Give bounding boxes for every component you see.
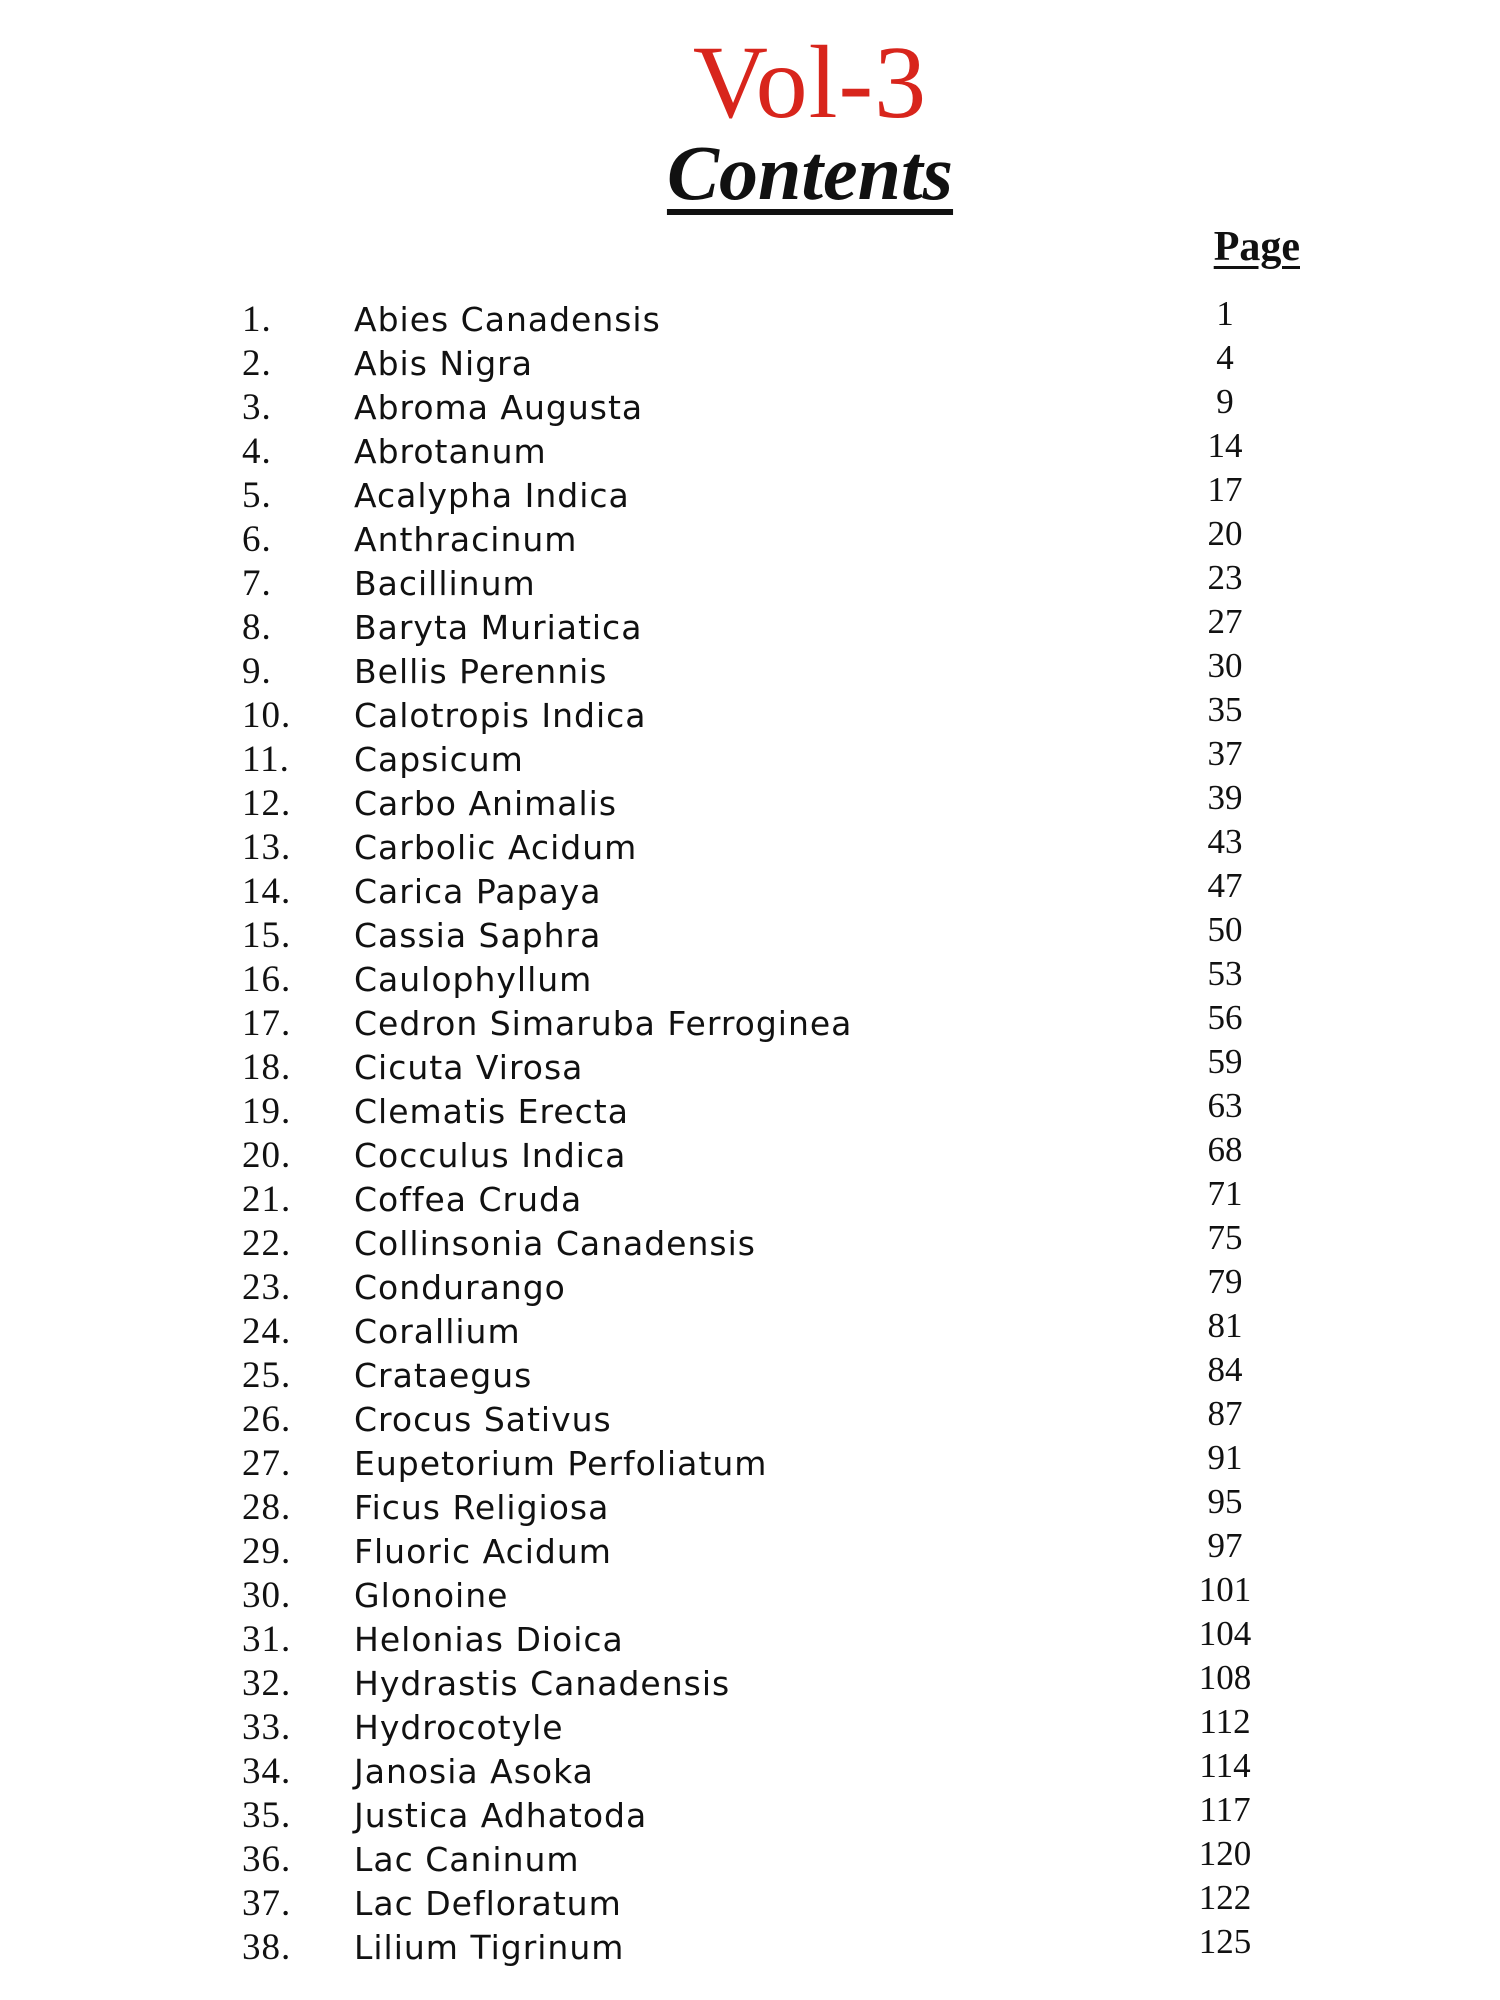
toc-entry-page: 56 — [1207, 998, 1243, 1037]
toc-entry-number: 33. — [242, 1707, 292, 1748]
toc-entry-page: 1 — [1216, 294, 1234, 333]
toc-entry — [0, 1658, 1500, 1706]
toc-entry-page: 125 — [1198, 1922, 1252, 1961]
toc-entry-number: 25. — [242, 1355, 292, 1396]
toc-entry-number: 20. — [242, 1135, 292, 1176]
toc-entry-number: 15. — [242, 915, 292, 956]
toc-entry-name: Acalypha Indica — [354, 476, 630, 515]
table-of-contents — [0, 294, 1500, 1970]
toc-entry-name: Carbolic Acidum — [354, 828, 638, 867]
toc-entry-name: Anthracinum — [354, 520, 578, 559]
toc-entry-page: 39 — [1207, 778, 1243, 817]
toc-entry-name: Bacillinum — [354, 564, 536, 603]
toc-entry-page: 84 — [1207, 1350, 1243, 1389]
toc-entry-name: Crataegus — [354, 1356, 533, 1395]
toc-entry-name: Bellis Perennis — [354, 652, 608, 691]
toc-entry-name: Abrotanum — [354, 432, 547, 471]
toc-entry-name: Condurango — [354, 1268, 566, 1307]
toc-entry-page: 17 — [1207, 470, 1243, 509]
volume-title: Vol-3 — [692, 25, 928, 140]
toc-entry-number: 19. — [242, 1091, 292, 1132]
toc-entry-page: 27 — [1207, 602, 1243, 641]
toc-entry-name: Lac Defloratum — [354, 1884, 622, 1923]
toc-entry-name: Janosia Asoka — [354, 1752, 594, 1791]
contents-heading — [0, 128, 1500, 218]
toc-entry-page: 108 — [1198, 1658, 1252, 1697]
toc-entry — [0, 1878, 1500, 1926]
toc-entry-number: 17. — [242, 1003, 292, 1044]
toc-entry-number: 12. — [242, 783, 292, 824]
toc-entry — [0, 1218, 1500, 1266]
toc-entry-name: Lilium Tigrinum — [354, 1928, 625, 1967]
toc-entry — [0, 1438, 1500, 1486]
toc-entry — [0, 734, 1500, 782]
toc-entry-number: 35. — [242, 1795, 292, 1836]
toc-entry-number: 8. — [242, 607, 272, 648]
toc-entry — [0, 382, 1500, 430]
toc-entry-name: Coffea Cruda — [354, 1180, 583, 1219]
toc-entry-page: 97 — [1207, 1526, 1243, 1565]
toc-entry-number: 22. — [242, 1223, 292, 1264]
toc-entry — [0, 1086, 1500, 1134]
toc-entry-number: 38. — [242, 1927, 292, 1968]
toc-entry-page: 122 — [1198, 1878, 1252, 1917]
toc-entry-page: 53 — [1207, 954, 1243, 993]
toc-entry-name: Abroma Augusta — [354, 388, 644, 427]
toc-entry — [0, 338, 1500, 386]
toc-entry-name: Collinsonia Canadensis — [354, 1224, 756, 1263]
toc-entry — [0, 646, 1500, 694]
toc-entry-name: Baryta Muriatica — [354, 608, 643, 647]
toc-entry — [0, 470, 1500, 518]
toc-entry-name: Calotropis Indica — [354, 696, 647, 735]
toc-entry-page: 117 — [1199, 1790, 1251, 1829]
toc-entry-number: 14. — [242, 871, 292, 912]
toc-entry-name: Eupetorium Perfoliatum — [354, 1444, 768, 1483]
toc-entry-number: 36. — [242, 1839, 292, 1880]
toc-entry-number: 9. — [242, 651, 272, 692]
toc-entry-name: Capsicum — [354, 740, 524, 779]
toc-entry — [0, 998, 1500, 1046]
toc-entry — [0, 1746, 1500, 1794]
toc-entry-page: 120 — [1198, 1834, 1252, 1873]
toc-entry-page: 9 — [1216, 382, 1234, 421]
toc-entry-number: 34. — [242, 1751, 292, 1792]
toc-entry — [0, 778, 1500, 826]
toc-entry-number: 37. — [242, 1883, 292, 1924]
contents-heading-text: Contents — [666, 129, 954, 216]
toc-entry — [0, 1922, 1500, 1970]
toc-entry-name: Lac Caninum — [354, 1840, 580, 1879]
toc-entry — [0, 1174, 1500, 1222]
toc-entry-page: 95 — [1207, 1482, 1243, 1521]
toc-entry — [0, 1306, 1500, 1354]
toc-entry-name: Caulophyllum — [354, 960, 593, 999]
toc-entry-page: 87 — [1207, 1394, 1243, 1433]
toc-entry-page: 35 — [1207, 690, 1243, 729]
toc-entry-number: 26. — [242, 1399, 292, 1440]
toc-entry-page: 30 — [1207, 646, 1243, 685]
toc-entry-page: 50 — [1207, 910, 1243, 949]
toc-entry-number: 13. — [242, 827, 292, 868]
toc-entry-page: 101 — [1198, 1570, 1252, 1609]
toc-entry-name: Fluoric Acidum — [354, 1532, 612, 1571]
toc-entry — [0, 866, 1500, 914]
toc-entry — [0, 1394, 1500, 1442]
toc-entry — [0, 822, 1500, 870]
toc-entry — [0, 1262, 1500, 1310]
toc-entry-page: 112 — [1199, 1702, 1251, 1741]
toc-entry-number: 5. — [242, 475, 272, 516]
toc-entry-name: Abis Nigra — [354, 344, 533, 383]
toc-entry-page: 37 — [1207, 734, 1243, 773]
toc-entry-name: Abies Canadensis — [354, 300, 661, 339]
toc-entry-page: 75 — [1207, 1218, 1243, 1257]
toc-entry-page: 14 — [1207, 426, 1243, 465]
toc-entry — [0, 1790, 1500, 1838]
toc-entry-number: 30. — [242, 1575, 292, 1616]
toc-entry-page: 63 — [1207, 1086, 1243, 1125]
toc-entry — [0, 426, 1500, 474]
toc-entry-page: 23 — [1207, 558, 1243, 597]
toc-entry — [0, 1042, 1500, 1090]
toc-entry-name: Carica Papaya — [354, 872, 602, 911]
toc-entry-number: 28. — [242, 1487, 292, 1528]
toc-entry-number: 2. — [242, 343, 272, 384]
toc-entry-page: 114 — [1199, 1746, 1251, 1785]
toc-entry-name: Justica Adhatoda — [354, 1796, 648, 1835]
toc-entry — [0, 602, 1500, 650]
toc-entry-name: Glonoine — [354, 1576, 509, 1615]
toc-entry-number: 21. — [242, 1179, 292, 1220]
toc-entry-page: 104 — [1198, 1614, 1252, 1653]
toc-entry-number: 3. — [242, 387, 272, 428]
toc-entry-number: 4. — [242, 431, 272, 472]
toc-entry — [0, 1834, 1500, 1882]
toc-entry — [0, 690, 1500, 738]
toc-entry-name: Crocus Sativus — [354, 1400, 612, 1439]
toc-entry-name: Cedron Simaruba Ferroginea — [354, 1004, 853, 1043]
toc-entry-name: Clematis Erecta — [354, 1092, 629, 1131]
toc-entry-page: 47 — [1207, 866, 1243, 905]
toc-entry — [0, 1526, 1500, 1574]
toc-entry-page: 91 — [1207, 1438, 1243, 1477]
toc-entry-number: 16. — [242, 959, 292, 1000]
toc-entry-page: 4 — [1216, 338, 1234, 377]
toc-entry-name: Cocculus Indica — [354, 1136, 627, 1175]
toc-entry-page: 81 — [1207, 1306, 1243, 1345]
toc-entry — [0, 514, 1500, 562]
toc-entry-name: Cicuta Virosa — [354, 1048, 584, 1087]
toc-entry-page: 68 — [1207, 1130, 1243, 1169]
toc-entry-name: Ficus Religiosa — [354, 1488, 610, 1527]
toc-entry-name: Hydrocotyle — [354, 1708, 564, 1747]
toc-entry-number: 6. — [242, 519, 272, 560]
toc-entry — [0, 1350, 1500, 1398]
toc-entry — [0, 1702, 1500, 1750]
toc-entry — [0, 558, 1500, 606]
toc-entry — [0, 910, 1500, 958]
toc-entry-number: 23. — [242, 1267, 292, 1308]
toc-entry-number: 27. — [242, 1443, 292, 1484]
toc-entry-number: 1. — [242, 299, 272, 340]
toc-entry — [0, 954, 1500, 1002]
toc-entry-number: 7. — [242, 563, 272, 604]
toc-entry-page: 71 — [1207, 1174, 1243, 1213]
toc-entry-number: 18. — [242, 1047, 292, 1088]
toc-entry-name: Carbo Animalis — [354, 784, 618, 823]
toc-entry — [0, 1614, 1500, 1662]
toc-entry-page: 79 — [1207, 1262, 1243, 1301]
toc-entry-name: Cassia Saphra — [354, 916, 602, 955]
toc-entry-name: Helonias Dioica — [354, 1620, 624, 1659]
toc-entry-number: 31. — [242, 1619, 292, 1660]
toc-entry-name: Hydrastis Canadensis — [354, 1664, 731, 1703]
toc-entry — [0, 1130, 1500, 1178]
toc-entry-page: 43 — [1207, 822, 1243, 861]
toc-entry-name: Corallium — [354, 1312, 521, 1351]
toc-entry-number: 29. — [242, 1531, 292, 1572]
toc-entry — [0, 1570, 1500, 1618]
toc-entry-number: 32. — [242, 1663, 292, 1704]
toc-entry-page: 20 — [1207, 514, 1243, 553]
toc-entry — [0, 1482, 1500, 1530]
toc-entry — [0, 294, 1500, 342]
toc-entry-page: 59 — [1207, 1042, 1243, 1081]
toc-entry-number: 10. — [242, 695, 292, 736]
toc-entry-number: 24. — [242, 1311, 292, 1352]
toc-entry-number: 11. — [242, 739, 290, 780]
page-column-header: Page — [1213, 224, 1300, 270]
